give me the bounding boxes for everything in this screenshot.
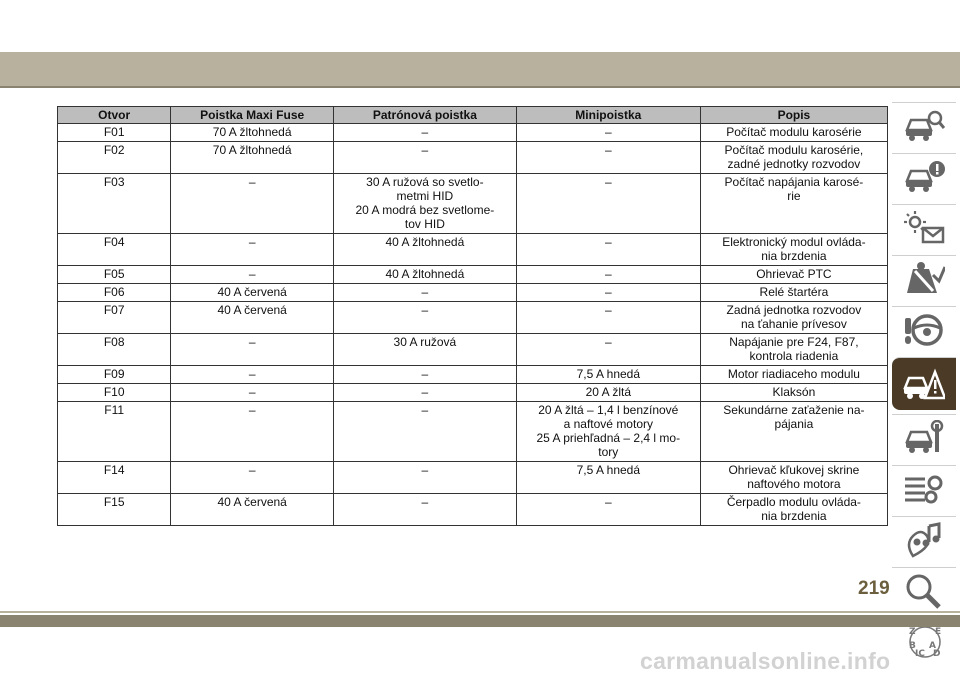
cell-mini-fuse (516, 462, 700, 494)
table-row (58, 284, 888, 302)
cell-line: – (604, 303, 612, 317)
cell-otvor: F11 (58, 402, 171, 462)
watermark: carmanualsonline.info (640, 648, 891, 674)
header-cartridge-fuse: Patrónová poistka (333, 107, 516, 124)
tab-specifications[interactable] (892, 465, 956, 512)
cell-otvor: F09 (58, 366, 171, 384)
bottom-divider (0, 611, 960, 613)
cell-mini-fuse (516, 234, 700, 266)
cell-line: 40 A červená (217, 303, 287, 317)
cell-line: – (421, 143, 429, 157)
cell-line: Počítač napájania karosé- (724, 175, 864, 189)
cell-otvor: F06 (58, 284, 171, 302)
cell-cartridge-fuse (333, 384, 516, 402)
cell-line: – (421, 367, 429, 381)
cell-mini-fuse (516, 494, 700, 526)
cell-description (700, 174, 887, 234)
cell-cartridge-fuse (333, 462, 516, 494)
top-divider (0, 86, 960, 88)
cell-maxi-fuse (171, 174, 334, 234)
cell-line: – (604, 125, 612, 139)
tab-maintenance[interactable] (892, 414, 956, 461)
cell-maxi-fuse (171, 266, 334, 284)
header-description: Popis (700, 107, 887, 124)
cell-cartridge-fuse (333, 494, 516, 526)
cell-maxi-fuse (171, 284, 334, 302)
cell-description (700, 284, 887, 302)
table-row (58, 494, 888, 526)
cell-line: 20 A žltá – 1,4 l benzínové (538, 403, 679, 417)
table-row (58, 174, 888, 234)
cell-description (700, 384, 887, 402)
tab-driving[interactable] (892, 306, 956, 353)
cell-line: Ohrievač kľukovej skrine (728, 463, 860, 477)
multimedia-icon (903, 522, 945, 558)
svg-text:A: A (929, 641, 936, 651)
cell-mini-fuse (516, 384, 700, 402)
cell-description (700, 234, 887, 266)
cell-maxi-fuse (171, 302, 334, 334)
table-header-row (58, 107, 888, 124)
cell-line: 7,5 A hnedá (576, 463, 641, 477)
svg-text:Z: Z (909, 627, 916, 637)
cell-line: – (604, 235, 612, 249)
cell-line: 20 A modrá bez svetlome- (355, 203, 495, 217)
cell-line: Počítač modulu karosérie (726, 125, 862, 139)
cell-cartridge-fuse (333, 402, 516, 462)
header-mini-fuse: Minipoistka (516, 107, 700, 124)
cell-line: – (421, 403, 429, 417)
cell-line: – (604, 143, 612, 157)
tab-search[interactable] (892, 567, 956, 614)
cell-line: Klaksón (772, 385, 816, 399)
cell-line: – (248, 267, 256, 281)
cell-otvor: F01 (58, 124, 171, 142)
table-row (58, 302, 888, 334)
cell-maxi-fuse (171, 384, 334, 402)
table-row (58, 234, 888, 266)
cell-line: – (248, 385, 256, 399)
cell-mini-fuse (516, 174, 700, 234)
fuse-table (57, 106, 888, 526)
warning-light-icon (903, 210, 945, 246)
cell-line: – (421, 303, 429, 317)
tab-safety[interactable] (892, 255, 956, 302)
cell-line: 20 A žltá (585, 385, 631, 399)
cell-line: kontrola riadenia (749, 349, 839, 363)
cell-mini-fuse (516, 302, 700, 334)
cell-description (700, 334, 887, 366)
tab-car-info[interactable] (892, 153, 956, 200)
specifications-icon (903, 471, 945, 507)
cell-line: – (421, 285, 429, 299)
cell-maxi-fuse (171, 402, 334, 462)
table-row (58, 124, 888, 142)
cell-line: na ťahanie prívesov (740, 317, 847, 331)
top-decorative-band (0, 52, 960, 86)
cell-cartridge-fuse (333, 302, 516, 334)
cell-maxi-fuse (171, 334, 334, 366)
cell-description (700, 302, 887, 334)
cell-line: 40 A červená (217, 495, 287, 509)
svg-text:B: B (909, 641, 916, 651)
cell-description (700, 402, 887, 462)
header-otvor: Otvor (58, 107, 171, 124)
cell-line: – (421, 463, 429, 477)
cell-line: 40 A žltohnedá (385, 235, 465, 249)
cell-line: – (604, 495, 612, 509)
tab-car-search[interactable] (892, 102, 956, 149)
search-icon (903, 573, 945, 609)
cell-otvor: F08 (58, 334, 171, 366)
cell-mini-fuse (516, 402, 700, 462)
cell-line: – (421, 125, 429, 139)
svg-text:D: D (933, 649, 941, 659)
cell-cartridge-fuse (333, 334, 516, 366)
cell-cartridge-fuse (333, 266, 516, 284)
table-row (58, 334, 888, 366)
cell-line: Elektronický modul ovláda- (722, 235, 866, 249)
cell-cartridge-fuse (333, 284, 516, 302)
cell-maxi-fuse (171, 494, 334, 526)
tab-warning-lights[interactable] (892, 204, 956, 251)
cell-mini-fuse (516, 284, 700, 302)
cell-line: tov HID (404, 217, 445, 231)
cell-otvor: F15 (58, 494, 171, 526)
cell-line: – (248, 367, 256, 381)
cell-line: – (604, 175, 612, 189)
car-search-icon (903, 108, 945, 144)
cell-description (700, 124, 887, 142)
cell-line: tory (598, 445, 619, 459)
cell-line: – (604, 285, 612, 299)
cell-line: 70 A žltohnedá (212, 125, 292, 139)
cell-line: 30 A ružová (393, 335, 457, 349)
cell-line: 25 A priehľadná – 2,4 l mo- (536, 431, 681, 445)
cell-line: Zadná jednotka rozvodov (726, 303, 862, 317)
cell-otvor: F10 (58, 384, 171, 402)
cell-mini-fuse (516, 266, 700, 284)
cell-otvor: F04 (58, 234, 171, 266)
cell-mini-fuse (516, 142, 700, 174)
cell-maxi-fuse (171, 366, 334, 384)
cell-description (700, 462, 887, 494)
cell-line: zadné jednotky rozvodov (727, 157, 861, 171)
cell-otvor: F03 (58, 174, 171, 234)
cell-line: metmi HID (396, 189, 454, 203)
svg-text:IC: IC (915, 649, 925, 659)
index-alphabet-icon (903, 624, 945, 660)
tab-multimedia[interactable] (892, 516, 956, 563)
seatbelt-safety-icon (903, 261, 945, 297)
cell-description (700, 266, 887, 284)
cell-line: nia brzdenia (761, 249, 827, 263)
header-maxi-fuse: Poistka Maxi Fuse (171, 107, 334, 124)
tab-emergency[interactable] (892, 357, 956, 410)
car-maintenance-icon (903, 420, 945, 456)
cell-maxi-fuse (171, 234, 334, 266)
cell-maxi-fuse (171, 124, 334, 142)
cell-otvor: F07 (58, 302, 171, 334)
cell-description (700, 366, 887, 384)
cell-line: Napájanie pre F24, F87, (729, 335, 859, 349)
cell-line: Čerpadlo modulu ovláda- (726, 495, 861, 509)
cell-line: – (421, 495, 429, 509)
cell-line: Relé štartéra (759, 285, 829, 299)
cell-line: – (248, 235, 256, 249)
cell-cartridge-fuse (333, 234, 516, 266)
table-row (58, 142, 888, 174)
cell-cartridge-fuse (333, 142, 516, 174)
chapter-tabs (892, 102, 960, 669)
cell-cartridge-fuse (333, 124, 516, 142)
cell-line: rie (787, 189, 801, 203)
bottom-decorative-band (0, 615, 960, 627)
car-info-icon (903, 159, 945, 195)
cell-line: Sekundárne zaťaženie na- (723, 403, 865, 417)
cell-line: 40 A červená (217, 285, 287, 299)
cell-mini-fuse (516, 366, 700, 384)
cell-cartridge-fuse (333, 174, 516, 234)
cell-line: – (248, 335, 256, 349)
cell-line: nia brzdenia (761, 509, 827, 523)
cell-line: – (248, 403, 256, 417)
cell-mini-fuse (516, 124, 700, 142)
steering-wheel-icon (903, 312, 945, 348)
table-row (58, 366, 888, 384)
table-row (58, 266, 888, 284)
cell-line: – (421, 385, 429, 399)
table-row (58, 384, 888, 402)
cell-otvor: F05 (58, 266, 171, 284)
page-number: 219 (858, 578, 890, 599)
svg-text:E: E (935, 627, 942, 637)
cell-maxi-fuse (171, 142, 334, 174)
cell-otvor: F14 (58, 462, 171, 494)
cell-line: a naftové motory (563, 417, 653, 431)
cell-description (700, 142, 887, 174)
table-row (58, 462, 888, 494)
cell-line: Ohrievač PTC (756, 267, 832, 281)
cell-line: – (604, 267, 612, 281)
cell-mini-fuse (516, 334, 700, 366)
cell-line: 30 A ružová so svetlo- (366, 175, 484, 189)
cell-line: – (604, 335, 612, 349)
cell-line: 40 A žltohnedá (385, 267, 465, 281)
cell-maxi-fuse (171, 462, 334, 494)
cell-line: Počítač modulu karosérie, (724, 143, 864, 157)
cell-line: 70 A žltohnedá (212, 143, 292, 157)
cell-otvor: F02 (58, 142, 171, 174)
cell-cartridge-fuse (333, 366, 516, 384)
table-row (58, 402, 888, 462)
cell-line: naftového motora (747, 477, 841, 491)
car-emergency-icon (903, 366, 945, 402)
cell-line: pájania (774, 417, 814, 431)
cell-line: – (248, 175, 256, 189)
cell-line: – (248, 463, 256, 477)
cell-line: Motor riadiaceho modulu (727, 367, 860, 381)
cell-line: 7,5 A hnedá (576, 367, 641, 381)
cell-description (700, 494, 887, 526)
